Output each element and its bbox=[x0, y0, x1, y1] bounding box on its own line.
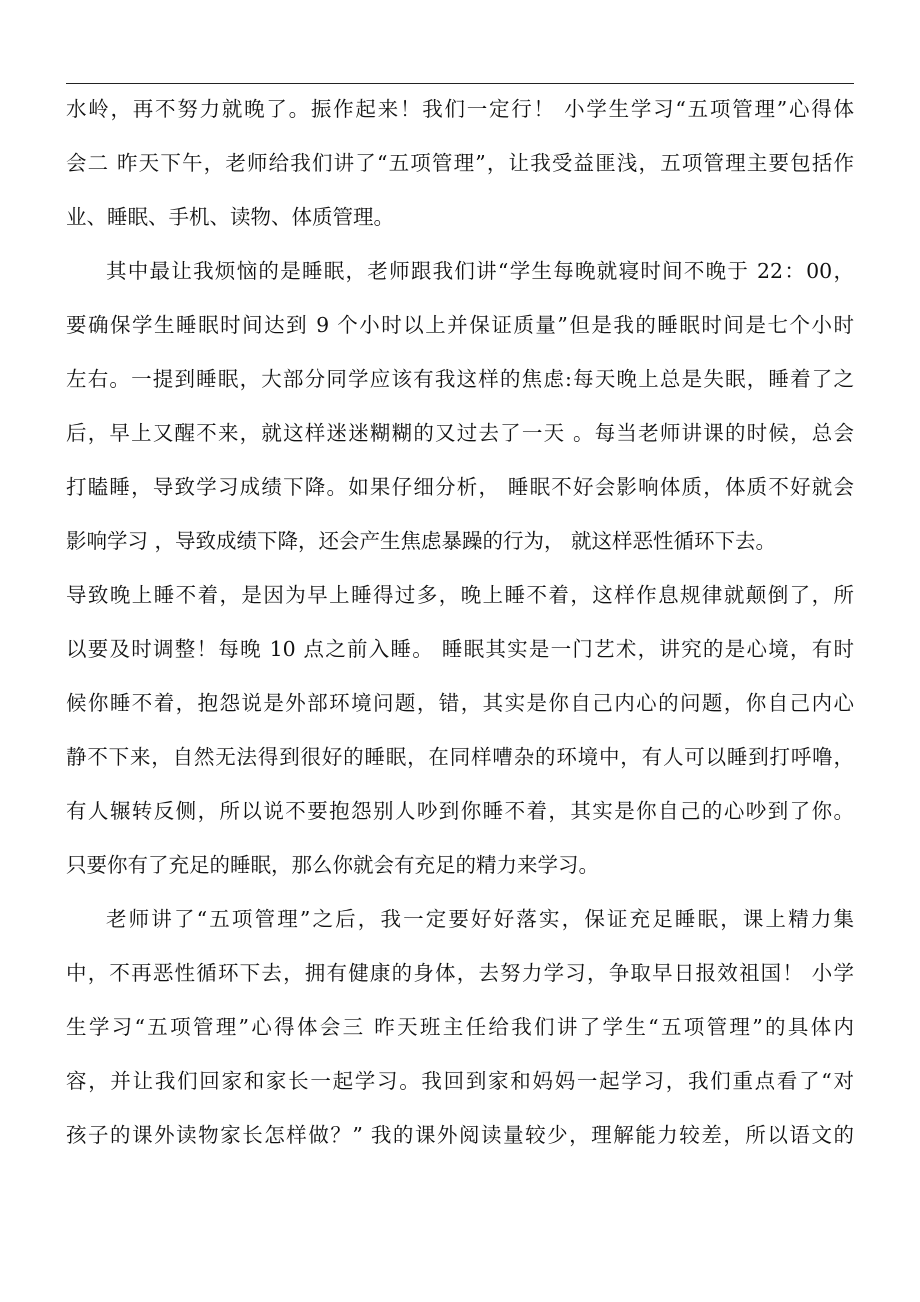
text-line: 孩子的课外读物家长怎样做？” 我的课外阅读量较少，理解能力较差，所以语文的 bbox=[66, 1123, 854, 1147]
text-line: 老师讲了“五项管理”之后，我一定要好好落实，保证充足睡眠，课上精力集 bbox=[106, 907, 854, 931]
text-line: 静不下来，自然无法得到很好的睡眠，在同样嘈杂的环境中，有人可以睡到打呼噜， bbox=[66, 745, 854, 769]
text-line: 业、睡眠、手机、读物、体质管理。 bbox=[66, 205, 394, 229]
text-line: 容，并让我们回家和家长一起学习。我回到家和妈妈一起学习，我们重点看了“对 bbox=[66, 1069, 854, 1093]
text-line: 中，不再恶性循环下去，拥有健康的身体，去努力学习，争取早日报效祖国！ 小学 bbox=[66, 961, 854, 985]
text-line: 会二 昨天下午，老师给我们讲了“五项管理”，让我受益匪浅，五项管理主要包括作 bbox=[66, 151, 854, 175]
text-line: 其中最让我烦恼的是睡眠，老师跟我们讲“学生每晚就寝时间不晚于 22：00， bbox=[106, 259, 854, 283]
text-line: 后，早上又醒不来，就这样迷迷糊糊的又过去了一天 。每当老师讲课的时候，总会 bbox=[66, 421, 854, 445]
text-line: 要确保学生睡眠时间达到 9 个小时以上并保证质量”但是我的睡眠时间是七个小时 bbox=[66, 313, 854, 337]
text-line: 候你睡不着，抱怨说是外部环境问题，错，其实是你自己内心的问题，你自己内心 bbox=[66, 691, 854, 715]
text-line: 水岭，再不努力就晚了。振作起来！我们一定行！ 小学生学习“五项管理”心得体 bbox=[66, 97, 854, 121]
text-line: 有人辗转反侧，所以说不要抱怨别人吵到你睡不着，其实是你自己的心吵到了你。 bbox=[66, 799, 854, 823]
text-line: 只要你有了充足的睡眠，那么你就会有充足的精力来学习。 bbox=[66, 853, 599, 877]
text-line: 生学习“五项管理”心得体会三 昨天班主任给我们讲了学生“五项管理”的具体内 bbox=[66, 1015, 854, 1039]
text-line: 导致晚上睡不着，是因为早上睡得过多，晚上睡不着，这样作息规律就颠倒了，所 bbox=[66, 583, 854, 607]
text-line: 以要及时调整！每晚 10 点之前入睡。 睡眠其实是一门艺术，讲究的是心境，有时 bbox=[66, 637, 854, 661]
text-line: 打瞌睡，导致学习成绩下降。如果仔细分析， 睡眠不好会影响体质，体质不好就会 bbox=[66, 475, 854, 499]
document-body bbox=[66, 82, 854, 1162]
text-line: 左右。一提到睡眠，大部分同学应该有我这样的焦虑:每天晚上总是失眠，睡着了之 bbox=[66, 367, 854, 391]
text-line: 影响学习 ，导致成绩下降，还会产生焦虑暴躁的行为， 就这样恶性循环下去。 bbox=[66, 529, 777, 553]
